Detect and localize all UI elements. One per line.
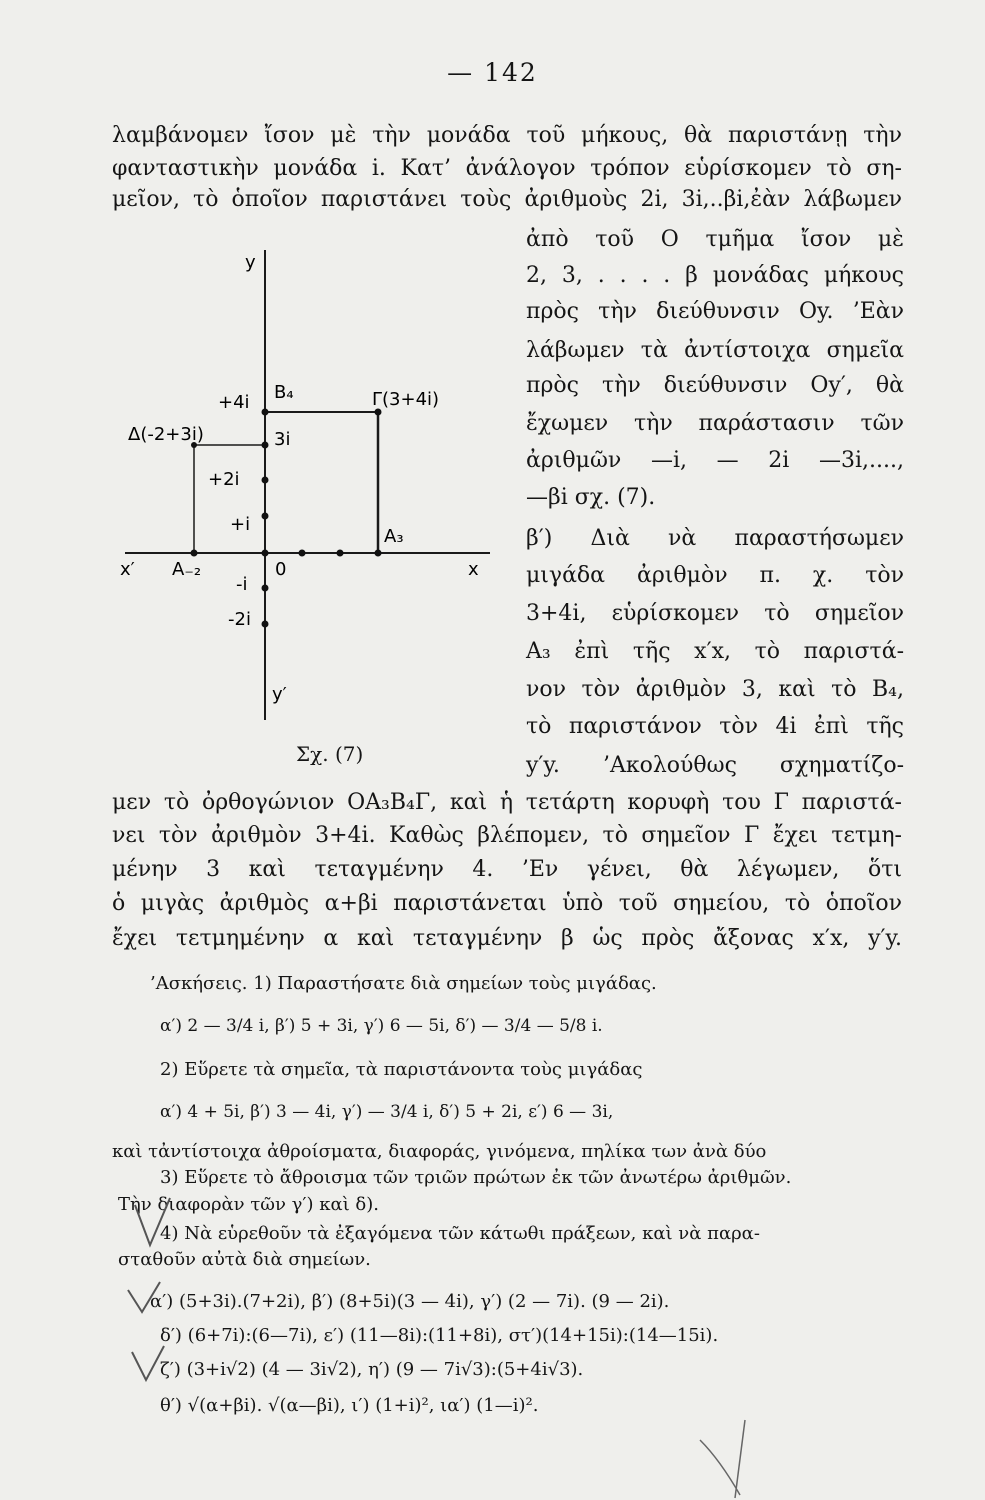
label-3i: 3i [274,429,291,450]
exercise-2-items: α′) 4 + 5i, β′) 3 — 4i, γ′) — 3/4 i, δ′) 5 + 2i, ε′) 6 — 3i, [160,1102,614,1122]
paragraph-line: ἀριθμῶν —i, — 2i —3i,...., [526,448,904,473]
label-y-top: y [245,252,256,273]
label-minus-2i: -2i [228,609,251,630]
paragraph-line: ἀπὸ τοῦ O τμῆμα ἴσον μὲ [526,227,904,252]
paragraph-line: 2, 3, . . . . β μονάδας μήκους [526,263,904,288]
label-plus-4i: +4i [218,392,250,413]
exercise-4-item: δ′) (6+7i):(6—7i), ε′) (11—8i):(11+8i), στ′)(14+15i):(14—15i). [160,1325,719,1346]
paragraph-line: λαμβάνομεν ἴσον μὲ τὴν μονάδα τοῦ μήκους, θὰ παριστάνῃ τὴν [112,123,902,148]
exercise-4-line: 4) Νὰ εὑρεθοῦν τὰ ἐξαγόμενα τῶν κάτωθι πράξεων, καὶ νὰ παρα- [160,1223,760,1244]
exercise-4-item: ζ′) (3+i√2) (4 — 3i√2), η′) (9 — 7i√3):(5+4i√3). [160,1359,584,1380]
paragraph-line: μεῖον, τὸ ὁποῖον παριστάνει τοὺς ἀριθμοὺς 2i, 3i,..βi,ἐὰν λάβωμεν [112,187,902,212]
paragraph-line: πρὸς τὴν διεύθυνσιν Oy. ’Εὰν [526,299,904,324]
exercise-1-items: α′) 2 — 3/4 i, β′) 5 + 3i, γ′) 6 — 5i, δ′) — 3/4 — 5/8 i. [160,1016,603,1036]
paragraph-line: μένην 3 καὶ τεταγμένην 4. ’Εν γένει, θὰ λέγωμεν, ὅτι [112,857,902,882]
label-x-left: x′ [120,559,135,580]
exercise-3-line: 3) Εὕρετε τὸ ἄθροισμα τῶν τριῶν πρώτων ἐκ τῶν ἀνωτέρω ἀριθμῶν. [160,1167,792,1188]
exercise-4-item: α′) (5+3i).(7+2i), β′) (8+5i)(3 — 4i), γ′) (2 — 7i). (9 — 2i). [150,1291,670,1312]
label-plus-2i: +2i [208,469,240,490]
exercise-2-continuation: καὶ τἀντίστοιχα ἀθροίσματα, διαφοράς, γινόμενα, πηλίκα των ἀνὰ δύο [112,1141,767,1162]
label-a3: A₃ [384,526,404,547]
paragraph-line: μιγάδα ἀριθμὸν π. χ. τὸν [526,563,904,588]
paragraph-line: λάβωμεν τὰ ἀντίστοιχα σημεῖα [526,338,904,363]
label-gamma: Γ(3+4i) [372,389,440,410]
label-plus-i: +i [230,514,251,535]
paragraph-line: A₃ ἐπὶ τῆς x′x, τὸ παριστά- [526,639,904,664]
paragraph-line: β′) Διὰ νὰ παραστήσωμεν [526,526,904,551]
label-minus-i: -i [236,574,248,595]
paragraph-line: νον τὸν ἀριθμὸν 3, καὶ τὸ B₄, [526,677,904,702]
label-y-bottom: y′ [272,684,287,705]
figure-caption: Σχ. (7) [296,742,364,766]
exercises-heading: ’Ασκήσεις. 1) Παραστήσατε διὰ σημείων τοὺς μιγάδας. [150,973,657,994]
exercise-2-heading: 2) Εὕρετε τὰ σημεῖα, τὰ παριστάνοντα τοὺς μιγάδας [160,1059,643,1080]
label-x-right: x [468,559,479,580]
paragraph-line: νει τὸν ἀριθμὸν 3+4i. Καθὼς βλέπομεν, τὸ σημεῖον Γ ἔχει τετμη- [112,823,902,848]
paragraph-line: πρὸς τὴν διεύθυνσιν Oy′, θὰ [526,373,904,398]
paragraph-line: μεν τὸ ὀρθογώνιον OA₃B₄Γ, καὶ ἡ τετάρτη κορυφὴ του Γ παριστά- [112,790,902,815]
paragraph-line: ἔχει τετμημένην α καὶ τεταγμένην β ὡς πρὸς ἄξονας x′x, y′y. [112,926,902,951]
paragraph-line: φανταστικὴν μονάδα i. Κατ’ ἀνάλογον τρόπον εὑρίσκομεν τὸ ση- [112,156,902,181]
page-number: — 142 [447,58,538,87]
paragraph-line: 3+4i, εὑρίσκομεν τὸ σημεῖον [526,601,904,626]
paragraph-line: ἔχωμεν τὴν παράστασιν τῶν [526,411,904,436]
exercise-4-item: θ′) √(α+βi). √(α—βi), ι′) (1+i)², ια′) (1—i)². [160,1395,539,1416]
label-delta: Δ(-2+3i) [128,424,204,445]
paragraph-line: τὸ παριστάνον τὸν 4i ἐπὶ τῆς [526,714,904,739]
label-origin: 0 [275,559,287,580]
exercise-4-line: σταθοῦν αὐτὰ διὰ σημείων. [118,1249,371,1270]
paragraph-line: —βi σχ. (7). [526,485,656,510]
label-a-minus-2: A₋₂ [172,559,202,580]
paragraph-line: y′y. ’Ακολούθως σχηματίζο- [526,753,904,778]
label-b4: B₄ [274,382,294,403]
paragraph-line: ὁ μιγὰς ἀριθμὸς α+βi παριστάνεται ὑπὸ τοῦ σημείου, τὸ ὁποῖον [112,891,902,916]
exercise-3-line: Τὴν διαφορὰν τῶν γ′) καὶ δ). [118,1194,379,1215]
